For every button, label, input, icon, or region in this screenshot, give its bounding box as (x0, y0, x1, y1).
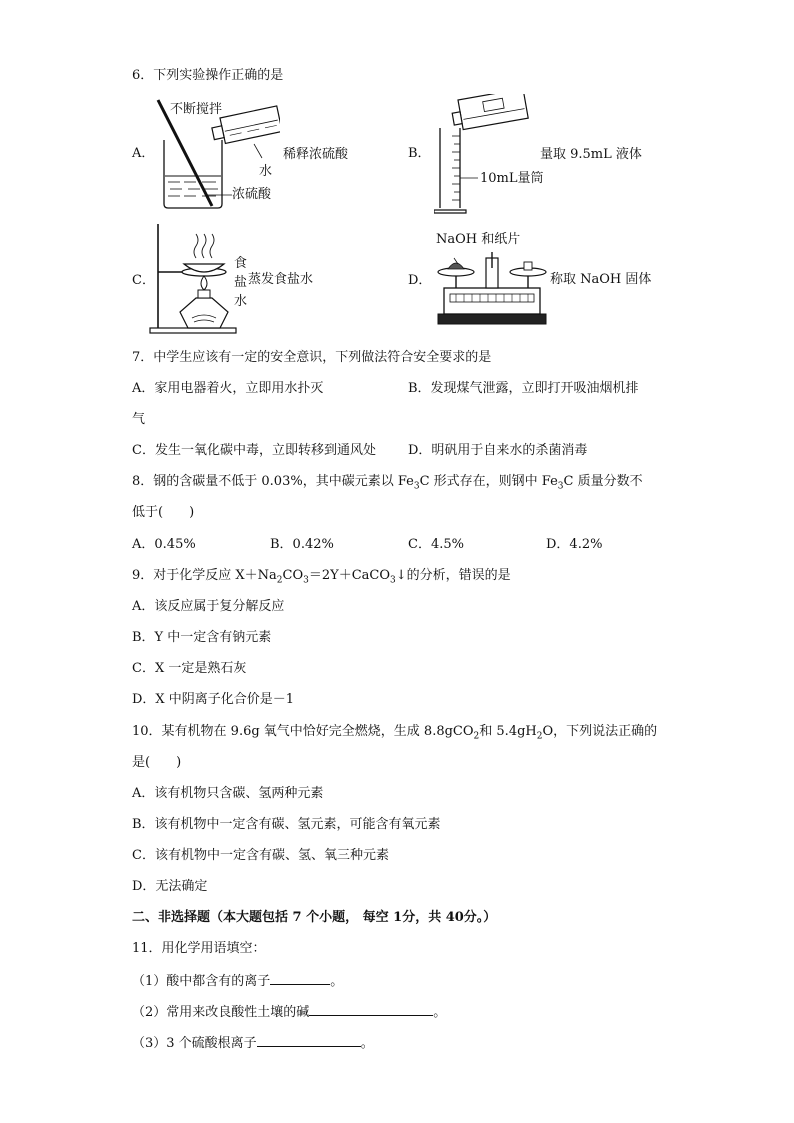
acid-label: 浓硫酸 (232, 187, 272, 202)
q10-option-b: B．该有机物中一定含有碳、氢元素，可能含有氧元素 (132, 817, 441, 832)
q8-option-b: B．0.42% (270, 537, 334, 552)
q7-option-b-continued: 气 (132, 412, 146, 427)
cylinder-label: 10mL量筒 (480, 171, 544, 186)
q6-option-d-letter: D． (408, 273, 432, 288)
evaporation-figure (148, 220, 240, 336)
q8-stem-line2: 低于( ) (132, 505, 195, 520)
q6-stem: 6．下列实验操作正确的是 (132, 68, 284, 83)
q9-option-c: C．X 一定是熟石灰 (132, 661, 247, 676)
section-2-heading: 二、非选择题（本大题包括 7 个小题， 每空 1分，共 40分。） (132, 910, 497, 925)
q8-stem-line1: 8．钢的含碳量不低于 0.03%，其中碳元素以 $Fe_3C$ 形式存在，则钢中 $Fe_3C$ 质量分数不 (132, 474, 643, 492)
q11-stem: 11．用化学用语填空： (132, 941, 266, 956)
q9-stem: 9．对于化学反应 $X+Na_2CO_3=2Y+CaCO_3↓$的分析，错误的是 (132, 568, 511, 586)
q7-option-c: C．发生一氧化碳中毒，立即转移到通风处 (132, 443, 376, 458)
q8-option-c: C．4.5% (408, 537, 464, 552)
stir-label: 不断搅拌 (170, 102, 223, 117)
q9-option-a: A．该反应属于复分解反应 (132, 599, 285, 614)
option-b-caption: 量取 9.5mL 液体 (540, 147, 642, 162)
q6-option-c-letter: C． (132, 273, 155, 288)
q7-option-a: A．家用电器着火，立即用水扑灭 (132, 381, 324, 396)
option-a-caption: 稀释浓硫酸 (283, 147, 349, 162)
salt-label-2: 盐 (234, 275, 248, 290)
naoh-paper-label: NaOH 和纸片 (436, 232, 521, 247)
q11-part-1: （1）酸中都含有的离子 。 (132, 974, 344, 989)
q10-stem-line2: 是( ) (132, 755, 182, 770)
salt-label-1: 食 (234, 256, 248, 271)
q6-option-a-letter: A． (132, 146, 155, 161)
option-d-caption: 称取 NaOH 固体 (550, 272, 652, 287)
q8-option-a: A．0.45% (132, 537, 196, 552)
q6-option-b-letter: B． (408, 146, 431, 161)
q10-option-a: A．该有机物只含碳、氢两种元素 (132, 786, 324, 801)
q8-option-d: D．4.2% (546, 537, 603, 552)
water-label: 水 (259, 164, 273, 179)
q10-option-c: C．该有机物中一定含有碳、氢、氧三种元素 (132, 848, 389, 863)
q10-option-d: D．无法确定 (132, 879, 208, 894)
q9-option-d: D．X 中阴离子化合价是－1 (132, 692, 295, 707)
balance-figure (434, 248, 550, 328)
answer-blank-1[interactable] (270, 972, 330, 985)
answer-blank-3[interactable] (257, 1034, 361, 1047)
q7-option-d: D．明矾用于自来水的杀菌消毒 (408, 443, 588, 458)
measuring-cylinder-figure (434, 94, 544, 214)
salt-label-3: 水 (234, 294, 248, 309)
option-c-caption: 蒸发食盐水 (248, 272, 314, 287)
q11-part-3: （3）3 个硫酸根离子 。 (132, 1036, 374, 1051)
q9-option-b: B．Y 中一定含有钠元素 (132, 630, 272, 645)
q7-option-b: B．发现煤气泄露，立即打开吸油烟机排 (408, 381, 639, 396)
q10-stem-line1: 10．某有机物在 9.6g 氧气中恰好完全燃烧，生成 8.8gCO$_2$和 $5.4gH_2O$，下列说法正确的 (132, 724, 658, 742)
answer-blank-2[interactable] (309, 1003, 433, 1016)
q11-part-2: （2）常用来改良酸性土壤的碱 。 (132, 1005, 447, 1020)
q7-stem: 7．中学生应该有一定的安全意识，下列做法符合安全要求的是 (132, 350, 492, 365)
